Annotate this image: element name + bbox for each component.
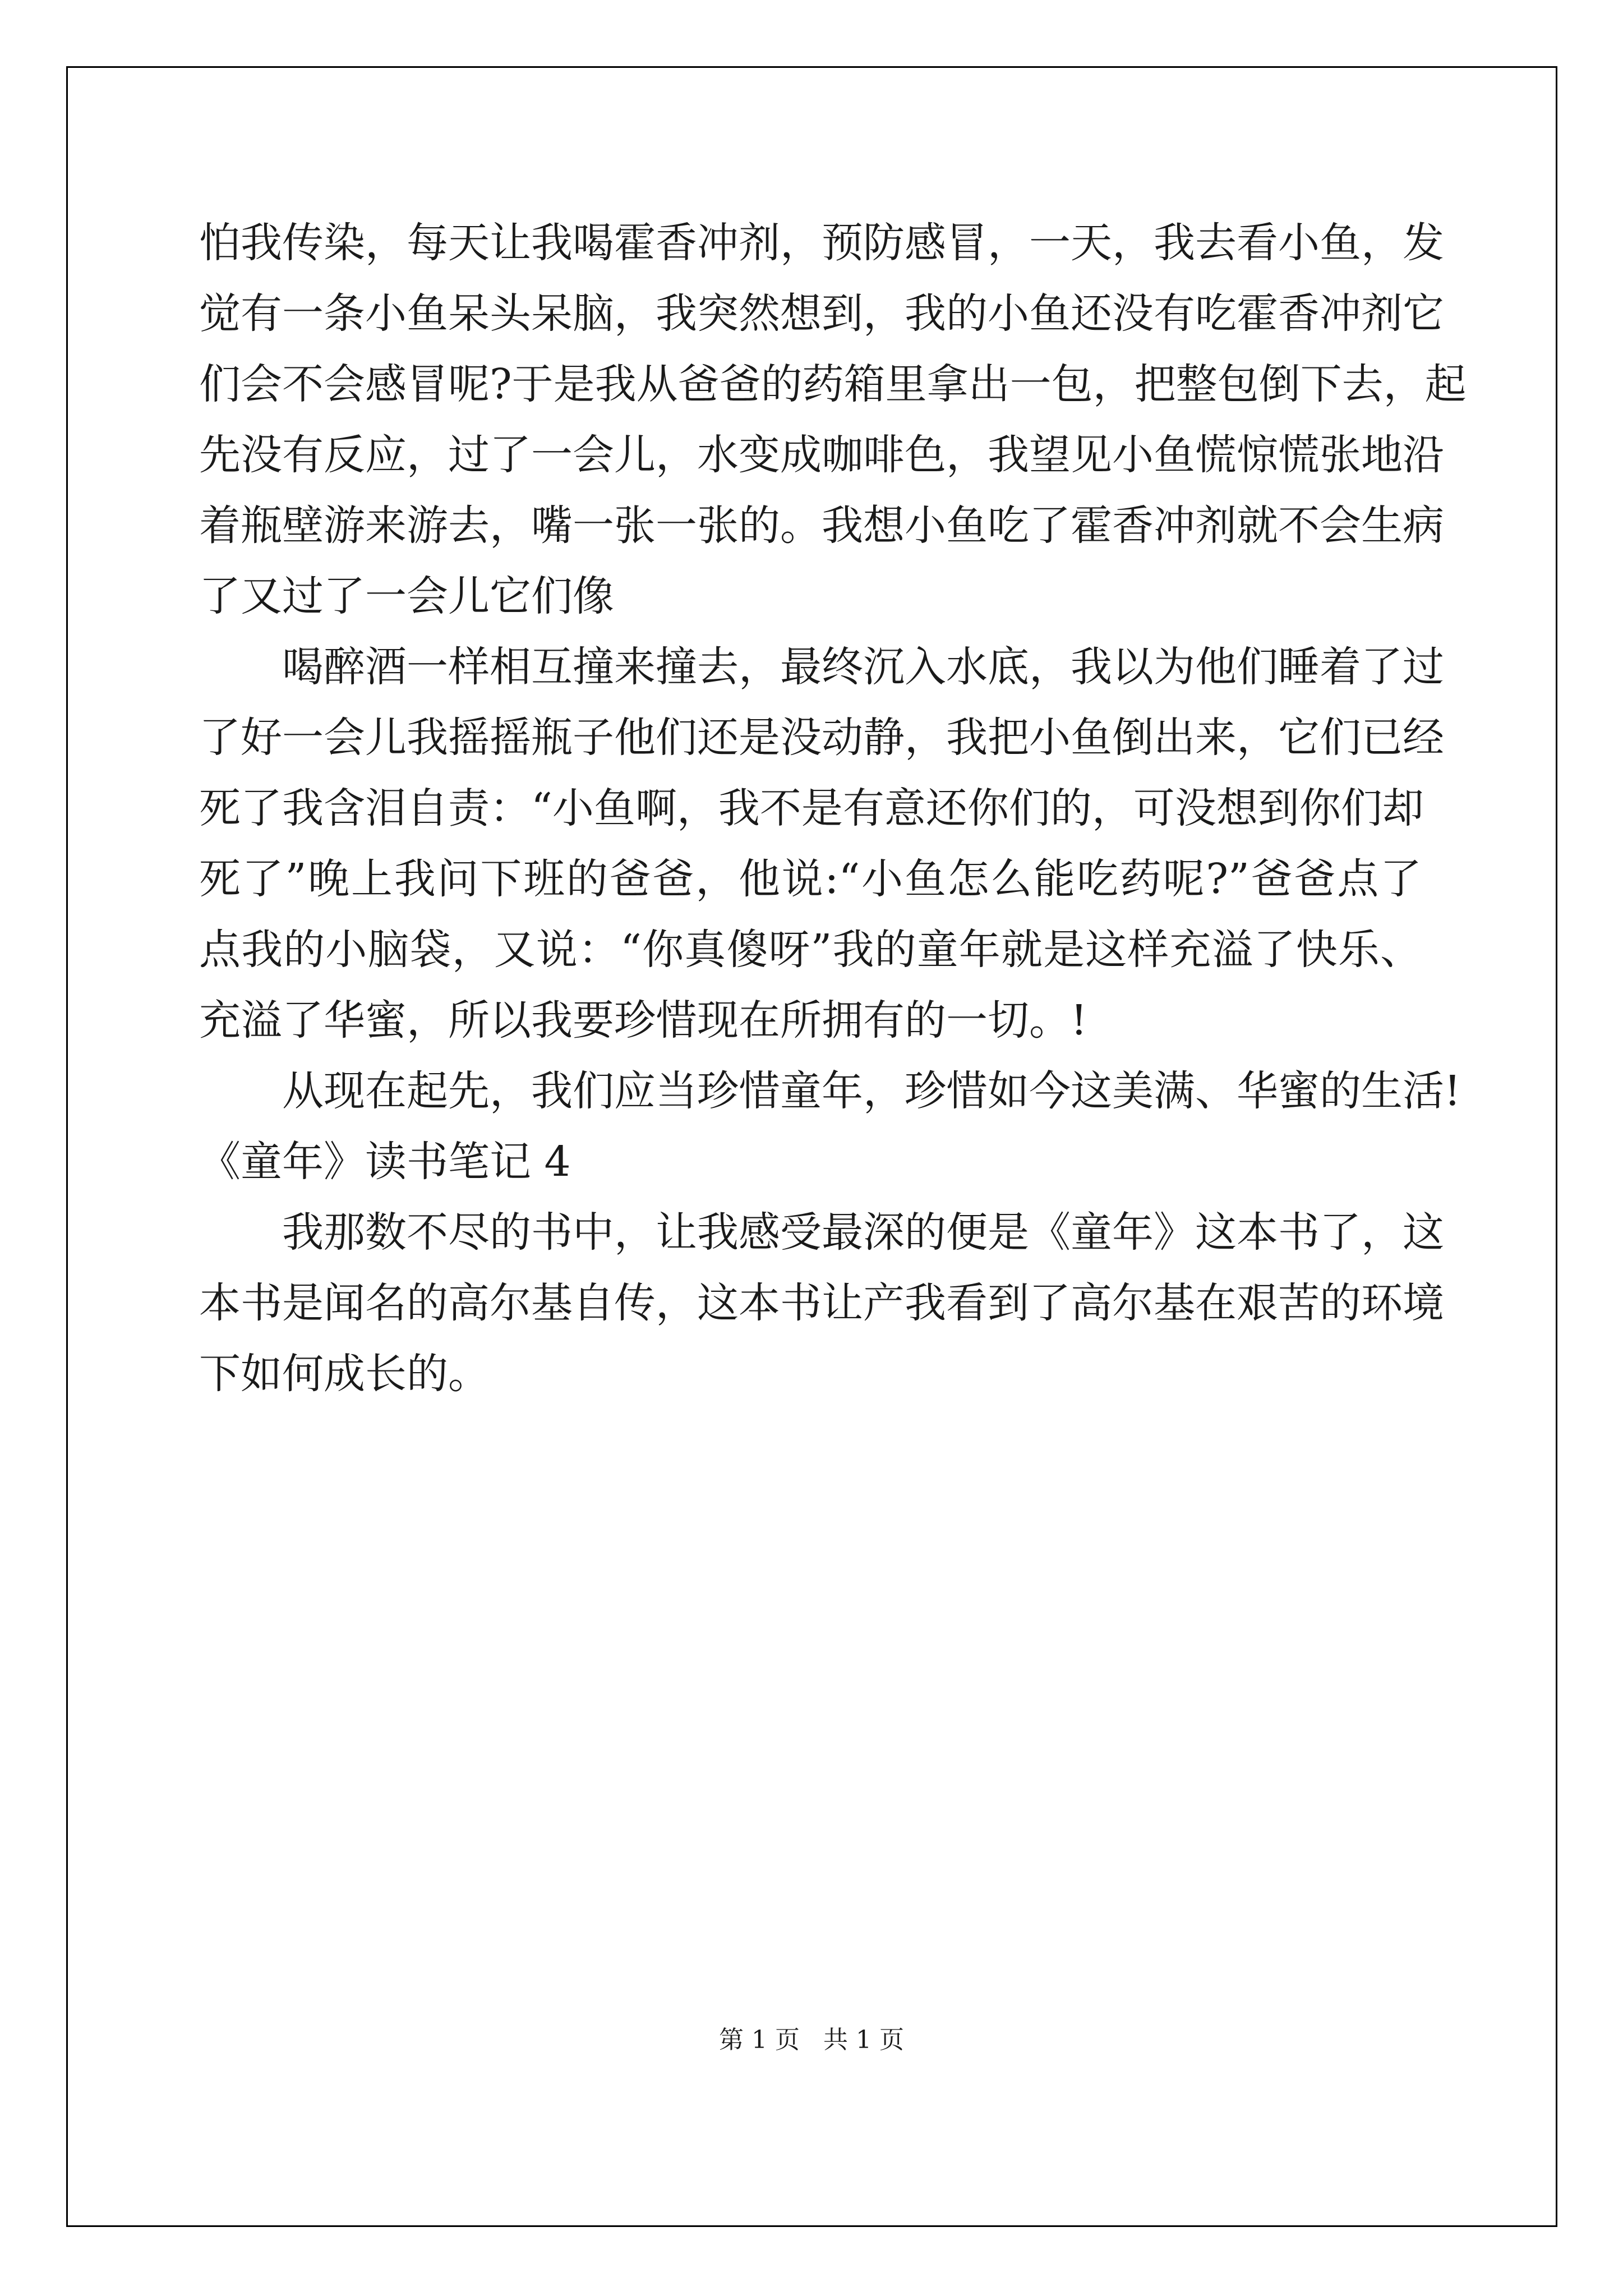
text-line: 点我的小脑袋，又说：“你真傻呀”我的童年就是这样充溢了快乐、: [199, 926, 1422, 974]
text-line: 了又过了一会儿它们像: [199, 572, 614, 620]
text-line: 先没有反应，过了一会儿，水变成咖啡色，我望见小鱼慌惊慌张地沿: [199, 431, 1444, 479]
document-body: [199, 208, 1467, 1409]
text-line: 从现在起先，我们应当珍惜童年，珍惜如今这美满、华蜜的生活!: [282, 1067, 1461, 1115]
text-line: 死了”晚上我问下班的爸爸，他说:“小鱼怎么能吃药呢?”爸爸点了: [199, 855, 1422, 903]
text-line: 们会不会感冒呢?于是我从爸爸的药箱里拿出一包，把整包倒下去，起: [199, 360, 1467, 408]
text-line: 下如何成长的。: [199, 1350, 490, 1398]
text-line: 喝醉酒一样相互撞来撞去，最终沉入水底，我以为他们睡着了过: [282, 643, 1444, 691]
text-line: 了好一会儿我摇摇瓶子他们还是没动静，我把小鱼倒出来，它们已经: [199, 714, 1444, 762]
text-line: 着瓶壁游来游去，嘴一张一张的。我想小鱼吃了霍香冲剂就不会生病: [199, 501, 1444, 550]
text-line: 本书是闻名的高尔基自传，这本书让产我看到了高尔基在艰苦的环境: [199, 1279, 1444, 1327]
text-line: 觉有一条小鱼呆头呆脑，我突然想到，我的小鱼还没有吃霍香冲剂它: [199, 289, 1444, 338]
section-heading: 《童年》读书笔记 4: [199, 1138, 571, 1186]
text-line: 死了我含泪自责：“小鱼啊，我不是有意还你们的，可没想到你们却: [199, 784, 1424, 832]
text-line: 充溢了华蜜，所以我要珍惜现在所拥有的一切。!: [199, 996, 1087, 1045]
text-line: 我那数不尽的书中，让我感受最深的便是《童年》这本书了，这: [282, 1208, 1444, 1257]
text-line: 怕我传染，每天让我喝霍香冲剂，预防感冒，一天，我去看小鱼，发: [199, 219, 1444, 267]
page-footer: 第 1 页 共 1 页: [719, 2026, 904, 2054]
